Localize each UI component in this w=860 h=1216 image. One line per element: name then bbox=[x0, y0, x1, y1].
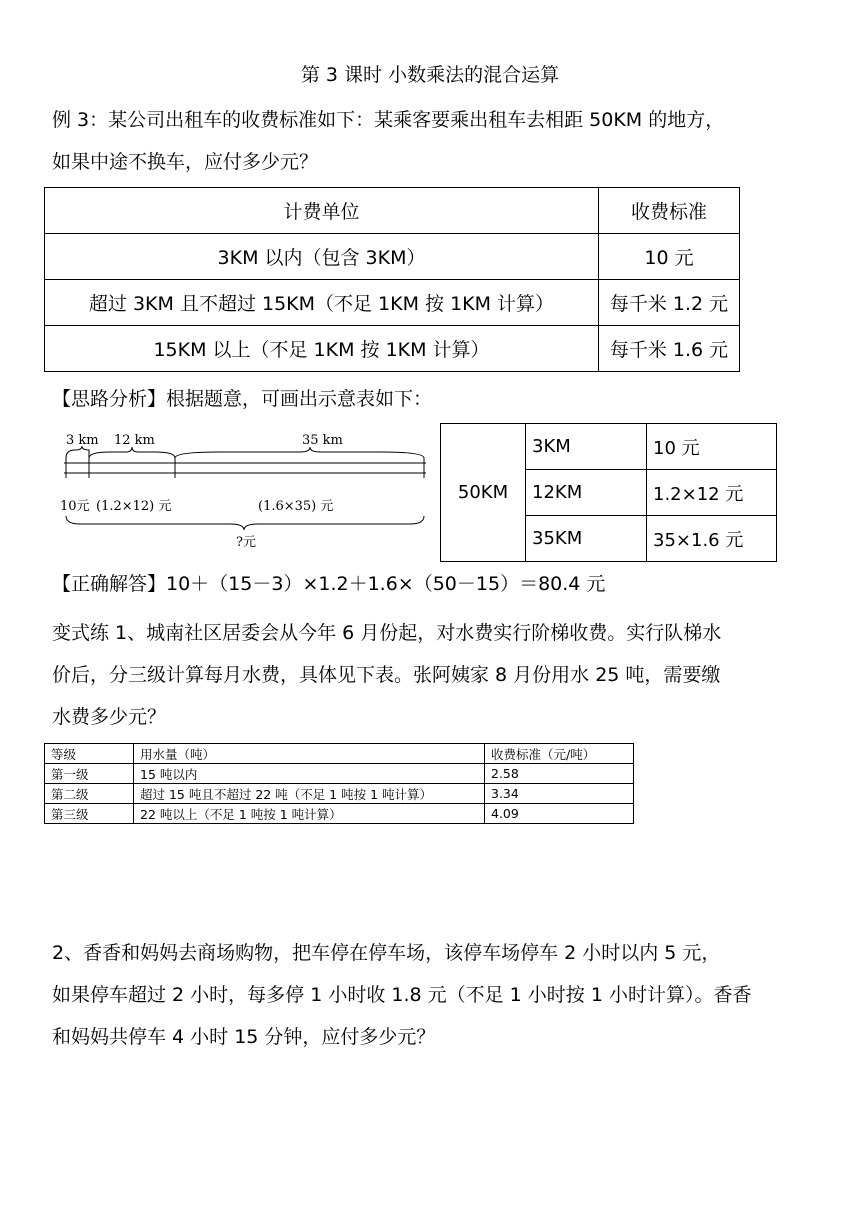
taxi-fare-table bbox=[44, 187, 740, 372]
table-cell: 每千米 1.2 元 bbox=[599, 280, 740, 326]
table-cell: 22 吨以上（不足 1 吨按 1 吨计算） bbox=[134, 804, 485, 824]
table-header: 等级 bbox=[45, 744, 134, 764]
table-cell: 35KM bbox=[526, 516, 647, 562]
segment-label-12km: 12 km bbox=[114, 433, 155, 448]
distance-diagram bbox=[60, 428, 430, 548]
calculation-table bbox=[440, 423, 777, 562]
table-header: 用水量（吨） bbox=[134, 744, 485, 764]
table-cell: 超过 3KM 且不超过 15KM（不足 1KM 按 1KM 计算） bbox=[45, 280, 599, 326]
table-row bbox=[441, 424, 777, 470]
exercise-1-line-3: 水费多少元？ bbox=[52, 706, 167, 728]
example-line-2: 如果中途不换车，应付多少元？ bbox=[52, 151, 319, 173]
table-header: 收费标准 bbox=[599, 188, 740, 234]
exercise-2-line-3: 和妈妈共停车 4 小时 15 分钟，应付多少元？ bbox=[52, 1026, 436, 1048]
table-row bbox=[45, 804, 634, 824]
example-3-text bbox=[52, 99, 812, 183]
table-cell: 12KM bbox=[526, 470, 647, 516]
cost-label-35km: (1.6×35) 元 bbox=[258, 499, 334, 514]
table-row bbox=[45, 326, 740, 372]
exercise-1-text bbox=[52, 612, 812, 738]
table-cell: 15 吨以内 bbox=[134, 764, 485, 784]
water-fee-table bbox=[44, 743, 634, 824]
table-cell: 超过 15 吨且不超过 22 吨（不足 1 吨按 1 吨计算） bbox=[134, 784, 485, 804]
table-cell: 35×1.6 元 bbox=[647, 516, 777, 562]
cost-label-12km: (1.2×12) 元 bbox=[96, 499, 172, 514]
exercise-1-line-1: 变式练 1、城南社区居委会从今年 6 月份起，对水费实行阶梯收费。实行队梯水 bbox=[52, 622, 722, 644]
table-cell: 4.09 bbox=[485, 804, 634, 824]
analysis-heading: 【思路分析】根据题意，可画出示意表如下： bbox=[52, 388, 433, 410]
table-row bbox=[45, 234, 740, 280]
cost-label-10: 10元 bbox=[60, 499, 90, 514]
table-cell: 2.58 bbox=[485, 764, 634, 784]
table-cell: 第二级 bbox=[45, 784, 134, 804]
table-row bbox=[45, 188, 740, 234]
table-cell: 第三级 bbox=[45, 804, 134, 824]
brace-12km bbox=[89, 447, 175, 458]
exercise-2-line-1: 2、香香和妈妈去商场购物，把车停在停车场，该停车场停车 2 小时以内 5 元， bbox=[52, 942, 721, 964]
table-row bbox=[45, 764, 634, 784]
table-cell: 15KM 以上（不足 1KM 按 1KM 计算） bbox=[45, 326, 599, 372]
example-line-1: 例 3：某公司出租车的收费标准如下：某乘客要乘出租车去相距 50KM 的地方， bbox=[52, 109, 725, 131]
table-header: 收费标准（元/吨） bbox=[485, 744, 634, 764]
table-cell: 1.2×12 元 bbox=[647, 470, 777, 516]
table-cell: 3.34 bbox=[485, 784, 634, 804]
brace-35km bbox=[175, 447, 424, 458]
exercise-1-line-2: 价后，分三级计算每月水费，具体见下表。张阿姨家 8 月份用水 25 吨，需要缴 bbox=[52, 664, 721, 686]
total-distance-cell: 50KM bbox=[441, 424, 526, 562]
brace-total bbox=[66, 516, 424, 530]
table-cell: 每千米 1.6 元 bbox=[599, 326, 740, 372]
segment-label-3km: 3 km bbox=[66, 433, 99, 448]
table-row bbox=[45, 744, 634, 764]
page-title: 第 3 课时 小数乘法的混合运算 bbox=[300, 64, 560, 86]
table-row bbox=[45, 280, 740, 326]
exercise-2-line-2: 如果停车超过 2 小时，每多停 1 小时收 1.8 元（不足 1 小时按 1 小时计算）。香香 bbox=[52, 984, 752, 1006]
total-cost-label: ?元 bbox=[236, 535, 256, 548]
table-cell: 10 元 bbox=[647, 424, 777, 470]
table-cell: 10 元 bbox=[599, 234, 740, 280]
exercise-2-text bbox=[52, 932, 812, 1058]
table-cell: 3KM 以内（包含 3KM） bbox=[45, 234, 599, 280]
table-cell: 第一级 bbox=[45, 764, 134, 784]
table-row bbox=[45, 784, 634, 804]
segment-label-35km: 35 km bbox=[302, 433, 343, 448]
table-cell: 3KM bbox=[526, 424, 647, 470]
answer-text: 【正确解答】10＋（15－3）×1.2＋1.6×（50－15）＝80.4 元 bbox=[52, 573, 606, 595]
table-header: 计费单位 bbox=[45, 188, 599, 234]
